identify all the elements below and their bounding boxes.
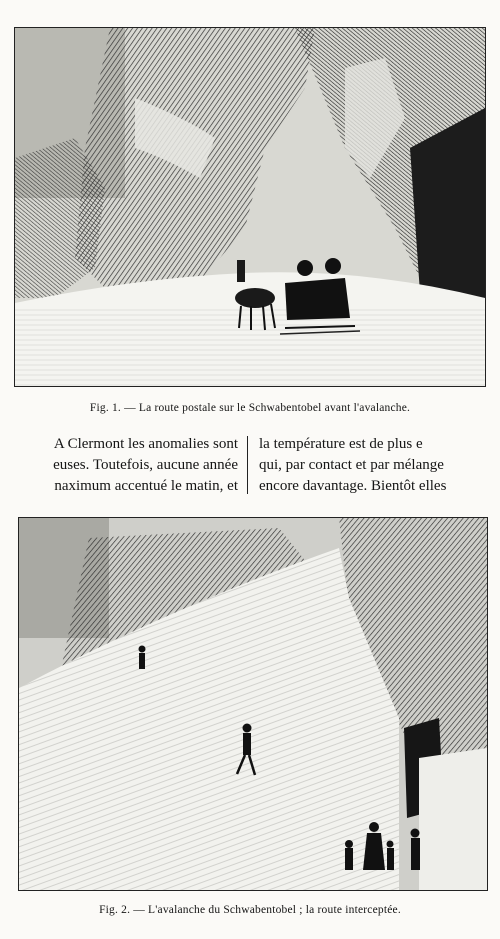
- left-column-line: naximum accentué le matin, et: [54, 478, 238, 494]
- left-column-text: [53, 434, 238, 496]
- figure-2-illustration: [19, 518, 487, 890]
- figure-1-engraving: [14, 27, 486, 387]
- figure-2-caption: Fig. 2. — L'avalanche du Schwabentobel ; la route interceptée.: [99, 904, 401, 916]
- left-column-line: A Clermont les anomalies sont: [53, 436, 238, 452]
- figure-1-illustration: [15, 28, 485, 386]
- right-column-line: la température est de plus e: [259, 436, 423, 452]
- right-column-text: [259, 434, 446, 496]
- body-text-columns: [0, 434, 500, 496]
- right-column-line: qui, par contact et par mélange: [259, 457, 444, 473]
- figure-1-caption: Fig. 1. — La route postale sur le Schwabentobel avant l'avalanche.: [89, 402, 411, 414]
- figure-2-engraving: [18, 517, 488, 891]
- right-column-line: encore davantage. Bientôt elles: [259, 478, 447, 494]
- left-column-line: euses. Toutefois, aucune année: [53, 457, 238, 473]
- column-divider: [247, 436, 248, 494]
